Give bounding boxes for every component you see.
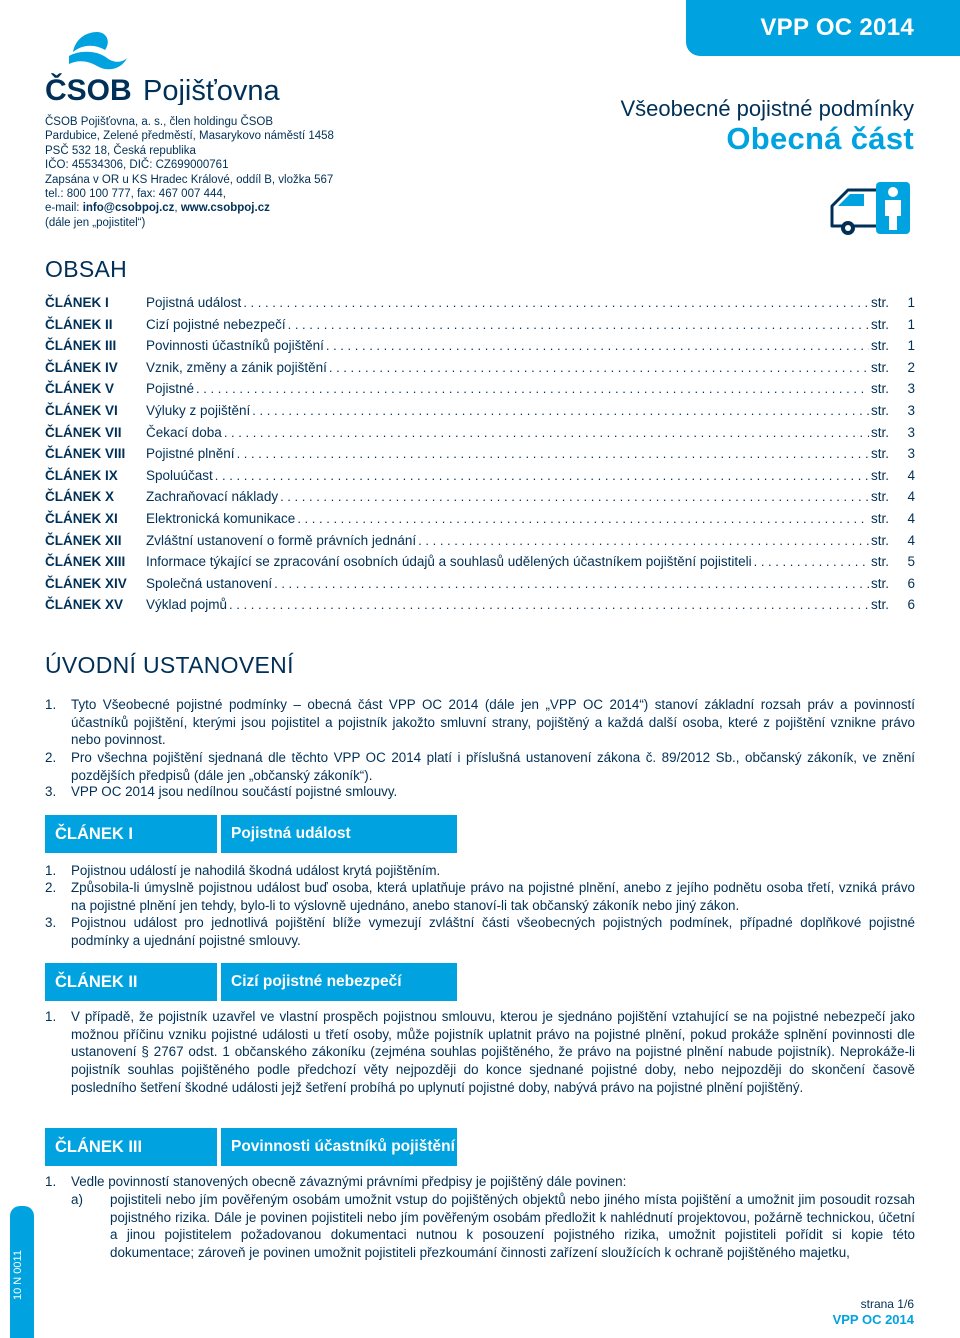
toc-title: Zvláštní ustanovení o formě právních jednání [146,532,417,548]
toc-item[interactable] [45,533,915,555]
toc-title: Cizí pojistné nebezpečí [146,316,286,332]
toc-article: ČLÁNEK II [45,316,113,332]
csob-logo [45,30,295,105]
item-number: 2. [45,880,57,895]
toc-article: ČLÁNEK XIV [45,575,127,591]
item-text: Pojistnou událostí je nahodilá škodná událost krytá pojištěním. [71,863,441,878]
toc-page: str. 5 [871,554,915,570]
article-title: Cizí pojistné nebezpečí [231,973,402,990]
toc-title: Informace týkající se zpracování osobních údajů a souhlasů udělených účastníkem pojištění pojistiteli [146,554,752,570]
table-of-contents [45,295,915,619]
company-line: ČSOB Pojišťovna, a. s., člen holdingu ČSOB [45,116,274,128]
toc-leader [280,489,869,504]
company-line: tel.: 800 100 777, fax: 467 007 444, [45,188,226,201]
company-contact [45,201,334,215]
article-number: ČLÁNEK I [55,825,133,843]
email-label: e-mail: [45,202,83,215]
toc-page: str. 1 [871,295,915,310]
toc-article: ČLÁNEK IV [45,359,118,375]
toc-article: ČLÁNEK VIII [45,446,126,462]
separator: , [174,202,181,215]
toc-article: ČLÁNEK V [45,381,115,397]
toc-item[interactable] [45,489,915,511]
toc-title: Zachraňovací náklady [146,489,279,505]
article-subitem [71,1191,915,1262]
toc-page: str. 6 [871,575,915,591]
toc-title: Spoluúčast [146,467,213,483]
toc-leader [252,403,869,418]
toc-item[interactable] [45,468,915,490]
intro-item [45,783,915,801]
page-footer [833,1296,914,1328]
divider [217,1128,221,1166]
toc-item[interactable] [45,554,915,576]
document-code-tab [686,0,960,56]
item-number: 1. [45,1009,57,1024]
article-number: ČLÁNEK II [55,973,138,991]
toc-leader [288,317,869,332]
toc-title: Čekací doba [146,424,222,440]
article-title: Pojistná událost [231,825,351,842]
article-title: Povinnosti účastníků pojištění [231,1138,455,1155]
toc-title: Vznik, změny a zánik pojištění [146,359,327,375]
toc-article: ČLÁNEK XI [45,510,118,526]
article-number: ČLÁNEK III [55,1138,143,1156]
toc-item[interactable] [45,576,915,598]
toc-page: str. 4 [871,489,915,505]
toc-page: str. 2 [871,359,915,375]
toc-article: ČLÁNEK XIII [45,554,126,570]
item-text: Způsobila-li úmyslně pojistnou událost buď osoba, která uplatňuje právo na pojistné plnění, anebo z jejího podnětu osoba třetí, vzniká právo na pojistné plnění jen tehdy, bylo-li to výslovně ujednáno, anebo stanoví-li tak občanský zákoník nebo jiný zákon. [71,880,915,913]
item-number: 2. [45,750,57,765]
toc-title: Pojistná událost [146,295,242,310]
toc-leader [215,468,869,483]
toc-leader [329,360,869,375]
company-line: IČO: 45534306, DIČ: CZ699000761 [45,159,229,172]
company-line: Zapsána v OR u KS Hradec Králové, oddíl B, vložka 567 [45,173,334,186]
toc-item[interactable] [45,425,915,447]
page-number: strana 1/6 [860,1297,914,1311]
intro-item [45,749,915,784]
item-number: 3. [45,784,57,799]
toc-leader [274,576,869,591]
toc-article: ČLÁNEK XV [45,597,124,613]
company-line: PSČ 532 18, Česká republika [45,144,196,157]
toc-page: str. 4 [871,532,915,548]
toc-page: str. 1 [871,316,915,332]
company-alias: (dále jen „pojistitel“) [45,216,146,229]
toc-article: ČLÁNEK III [45,338,117,354]
toc-page: str. 3 [871,424,915,440]
toc-title: Pojistné plnění [146,446,235,462]
article-item [45,879,915,914]
toc-leader [326,338,869,353]
logo-wave-icon [69,32,127,69]
toc-heading: OBSAH [45,256,128,282]
toc-article: ČLÁNEK X [45,489,115,505]
toc-page: str. 1 [871,338,915,354]
toc-title: Výluky z pojištění [146,402,251,418]
article-item [45,862,915,880]
toc-item[interactable] [45,317,915,339]
intro-item [45,696,915,749]
article-2-header [45,963,457,1001]
toc-article: ČLÁNEK I [45,295,109,310]
article-item [45,914,915,949]
toc-leader [229,597,869,612]
item-text: V případě, že pojistník uzavřel ve vlastní prospěch pojistnou smlouvu, kterou je sjednáno pojištění vztahující se na pojistné nebezpečí jako možnou příčinu vzniku pojistné události u třetí osoby, může pojistník uplatnit právo na pojistné plnění, pokud prokáže splnění povinnosti dle ustanovení § 2767 odst. 1 občanského zákoníku (zejména souhlas pojištěného, že právo na pojistné plnění nabude pojistník). Neprokáže-li pojistník souhlas pojištěného podle předchozí věty nejpozději do konce sjednané pojistné doby, nebo nejpozději do skončení časově posledního šetření škodné události jejž šetření probíhá po uplynutí pojistné doby, nabývá právo na pojistné plnění pojištěný. [71,1009,915,1095]
toc-leader [224,425,869,440]
item-number: 1. [45,863,57,878]
article-3-header [45,1128,457,1166]
divider [217,815,221,853]
item-number: 1. [45,1174,57,1189]
subitem-letter: a) [71,1192,83,1207]
item-number: 1. [45,697,57,712]
toc-article: ČLÁNEK XII [45,532,122,548]
divider [217,963,221,1001]
toc-item[interactable] [45,597,915,619]
article-item [45,1008,915,1097]
toc-leader [237,446,869,461]
toc-leader [243,295,869,310]
item-text: Pojistnou událost pro jednotlivá pojištění blíže vymezují zvláštní části všeobecných pojistných podmínek, případné doplňkové pojistné podmínky a ujednání pojistné smlouvy. [71,915,915,948]
toc-item[interactable] [45,446,915,468]
document-code: VPP OC 2014 [760,14,914,41]
toc-item[interactable] [45,511,915,533]
toc-item[interactable] [45,295,915,317]
toc-item[interactable] [45,403,915,425]
toc-leader [754,554,869,569]
document-title: Všeobecné pojistné podmínky [620,96,914,121]
toc-title: Výklad pojmů [146,597,228,613]
toc-item[interactable] [45,338,915,360]
toc-leader [297,511,869,526]
logo-pojistovna-text: Pojišťovna [143,75,280,105]
toc-article: ČLÁNEK VI [45,402,118,418]
toc-article: ČLÁNEK VII [45,424,122,440]
item-text: Pro všechna pojištění sjednaná dle těchto VPP OC 2014 platí i příslušná ustanovení zákona č. 89/2012 Sb., občanský zákoník, ve znění pozdějších předpisů (dále jen „občanský zákoník“). [71,750,915,783]
footer-code: VPP OC 2014 [832,1312,914,1327]
toc-leader [196,381,869,396]
toc-item[interactable] [45,381,915,403]
article-item [45,1173,915,1191]
document-subtitle: Obecná část [726,121,914,156]
toc-article: ČLÁNEK IX [45,467,118,483]
toc-item[interactable] [45,360,915,382]
toc-page: str. 3 [871,402,915,418]
toc-title: Povinnosti účastníků pojištění [146,338,324,354]
side-code: 10 N 0011 [12,1250,24,1300]
subitem-text: pojistiteli nebo jím pověřeným osobám umožnit vstup do pojištěných objektů nebo jiného místa pojištění a umožnit jim posoudit rozsah pojistného rizika. Dále je povinen pojistiteli nebo jím pověřeným osobám předložit k nahlédnutí projektovou, požárně technickou, účetní a jinou pojistitelem požadovanou dokumentaci nutnou k posouzení pojistného rizika, umožnit pojistiteli pořídit si kopie této dokumentace; zároveň je povinen umožnit pojistiteli přezkoumání činnosti zařízení sloužících k ochraně pojištěného majetku, [110,1192,915,1261]
company-info [45,115,334,230]
toc-page: str. 3 [871,446,915,462]
company-line: Pardubice, Zelené předměstí, Masarykovo náměstí 1458 [45,130,334,143]
toc-page: str. 4 [871,467,915,483]
intro-heading: ÚVODNÍ USTANOVENÍ [45,652,294,678]
logo-csob-text: ČSOB [45,74,132,105]
toc-title: Elektronická komunikace [146,510,296,526]
item-text: Tyto Všeobecné pojistné podmínky – obecná část VPP OC 2014 (dále jen „VPP OC 2014“) stanoví základní rozsah práv a povinností účastníků pojištění, kterými jsou pojistitel a pojistník jakožto smluvní strany, pojištěný a každá další osoba, které z pojištění vznikne právo nebo povinnost. [71,697,915,748]
car-person-icon [828,176,918,240]
item-number: 3. [45,915,57,930]
article-1-header [45,815,457,853]
toc-title: Pojistné [146,381,195,397]
toc-page: str. 3 [871,381,915,397]
toc-leader [418,533,869,548]
toc-title: Společná ustanovení [146,575,273,591]
toc-page: str. 4 [871,510,915,526]
item-text: Vedle povinností stanovených obecně závaznými právními předpisy je pojištěný dále povinen: [71,1174,627,1189]
web-link[interactable]: www.csobpoj.cz [180,202,270,215]
email-link[interactable]: info@csobpoj.cz [82,202,175,215]
toc-page: str. 6 [871,597,915,613]
item-text: VPP OC 2014 jsou nedílnou součástí pojistné smlouvy. [71,784,398,799]
